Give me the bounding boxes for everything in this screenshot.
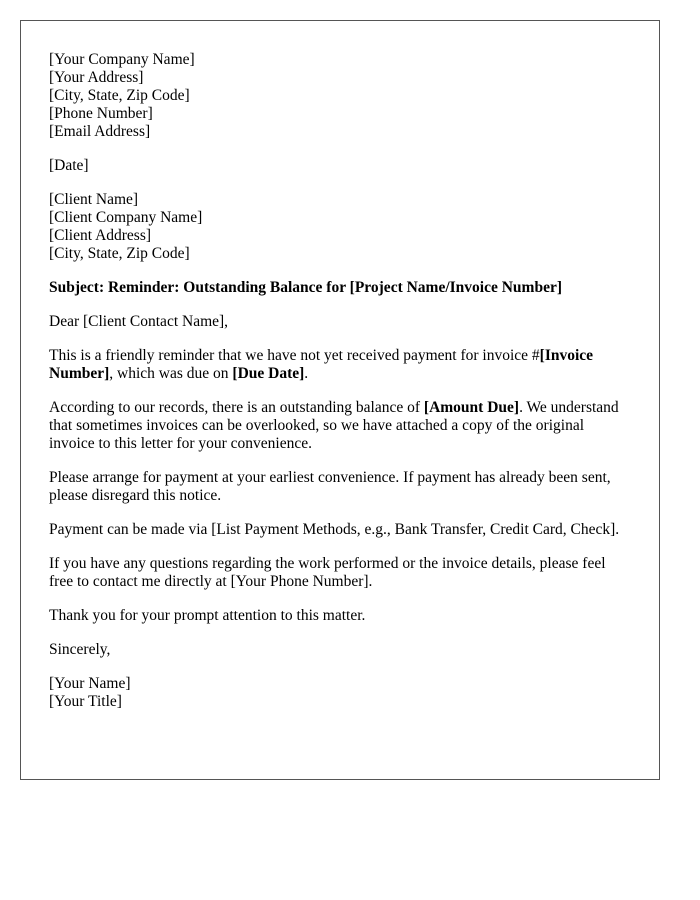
letter-page: [20, 20, 660, 780]
recipient-client-name: [Client Name]: [49, 191, 139, 208]
paragraph-arrange-payment: Please arrange for payment at your earliest convenience. If payment has already been sent, please disregard this notice.: [49, 469, 611, 504]
date-line: [49, 157, 631, 175]
sender-address: [Your Address]: [49, 69, 144, 86]
amount-due: [Amount Due]: [423, 399, 520, 416]
salutation: Dear [Client Contact Name],: [49, 313, 229, 330]
invoice-number: [Invoice Number]: [49, 347, 594, 382]
closing: Sincerely,: [49, 641, 111, 658]
recipient-client-company: [Client Company Name]: [49, 209, 203, 226]
paragraph-payment-methods: Payment can be made via [List Payment Methods, e.g., Bank Transfer, Credit Card, Check].: [49, 521, 620, 538]
sender-company-name: [Your Company Name]: [49, 51, 195, 68]
sender-email: [Email Address]: [49, 123, 151, 140]
recipient-client-address: [Client Address]: [49, 227, 152, 244]
paragraph-balance: [49, 399, 631, 453]
paragraph-balance-end: . We understand that sometimes invoices can be overlooked, so we have attached a copy of the original invoice to this letter for your convenience.: [49, 399, 619, 452]
letter-date: [Date]: [49, 157, 89, 174]
recipient-city-state-zip: [City, State, Zip Code]: [49, 245, 190, 262]
paragraph-reminder-lead: This is a friendly reminder that we have not yet received payment for invoice #: [49, 347, 540, 364]
sender-city-state-zip: [City, State, Zip Code]: [49, 87, 190, 104]
paragraph-balance-lead: According to our records, there is an outstanding balance of: [49, 399, 424, 416]
paragraph-thanks: Thank you for your prompt attention to this matter.: [49, 607, 366, 624]
subject-line: Subject: Reminder: Outstanding Balance for [Project Name/Invoice Number]: [49, 279, 563, 296]
sender-phone: [Phone Number]: [49, 105, 153, 122]
paragraph-reminder-middle: , which was due on: [109, 365, 233, 382]
paragraph-questions: If you have any questions regarding the work performed or the invoice details, please feel free to contact me directly at [Your Phone Number].: [49, 555, 606, 590]
signature-name: [Your Name]: [49, 675, 131, 692]
paragraph-reminder-end: .: [304, 365, 309, 382]
signature-block: [49, 675, 631, 711]
signature-title: [Your Title]: [49, 693, 122, 710]
sender-block: [49, 51, 631, 141]
due-date: [Due Date]: [232, 365, 305, 382]
paragraph-reminder: [49, 347, 631, 383]
recipient-block: [49, 191, 631, 263]
